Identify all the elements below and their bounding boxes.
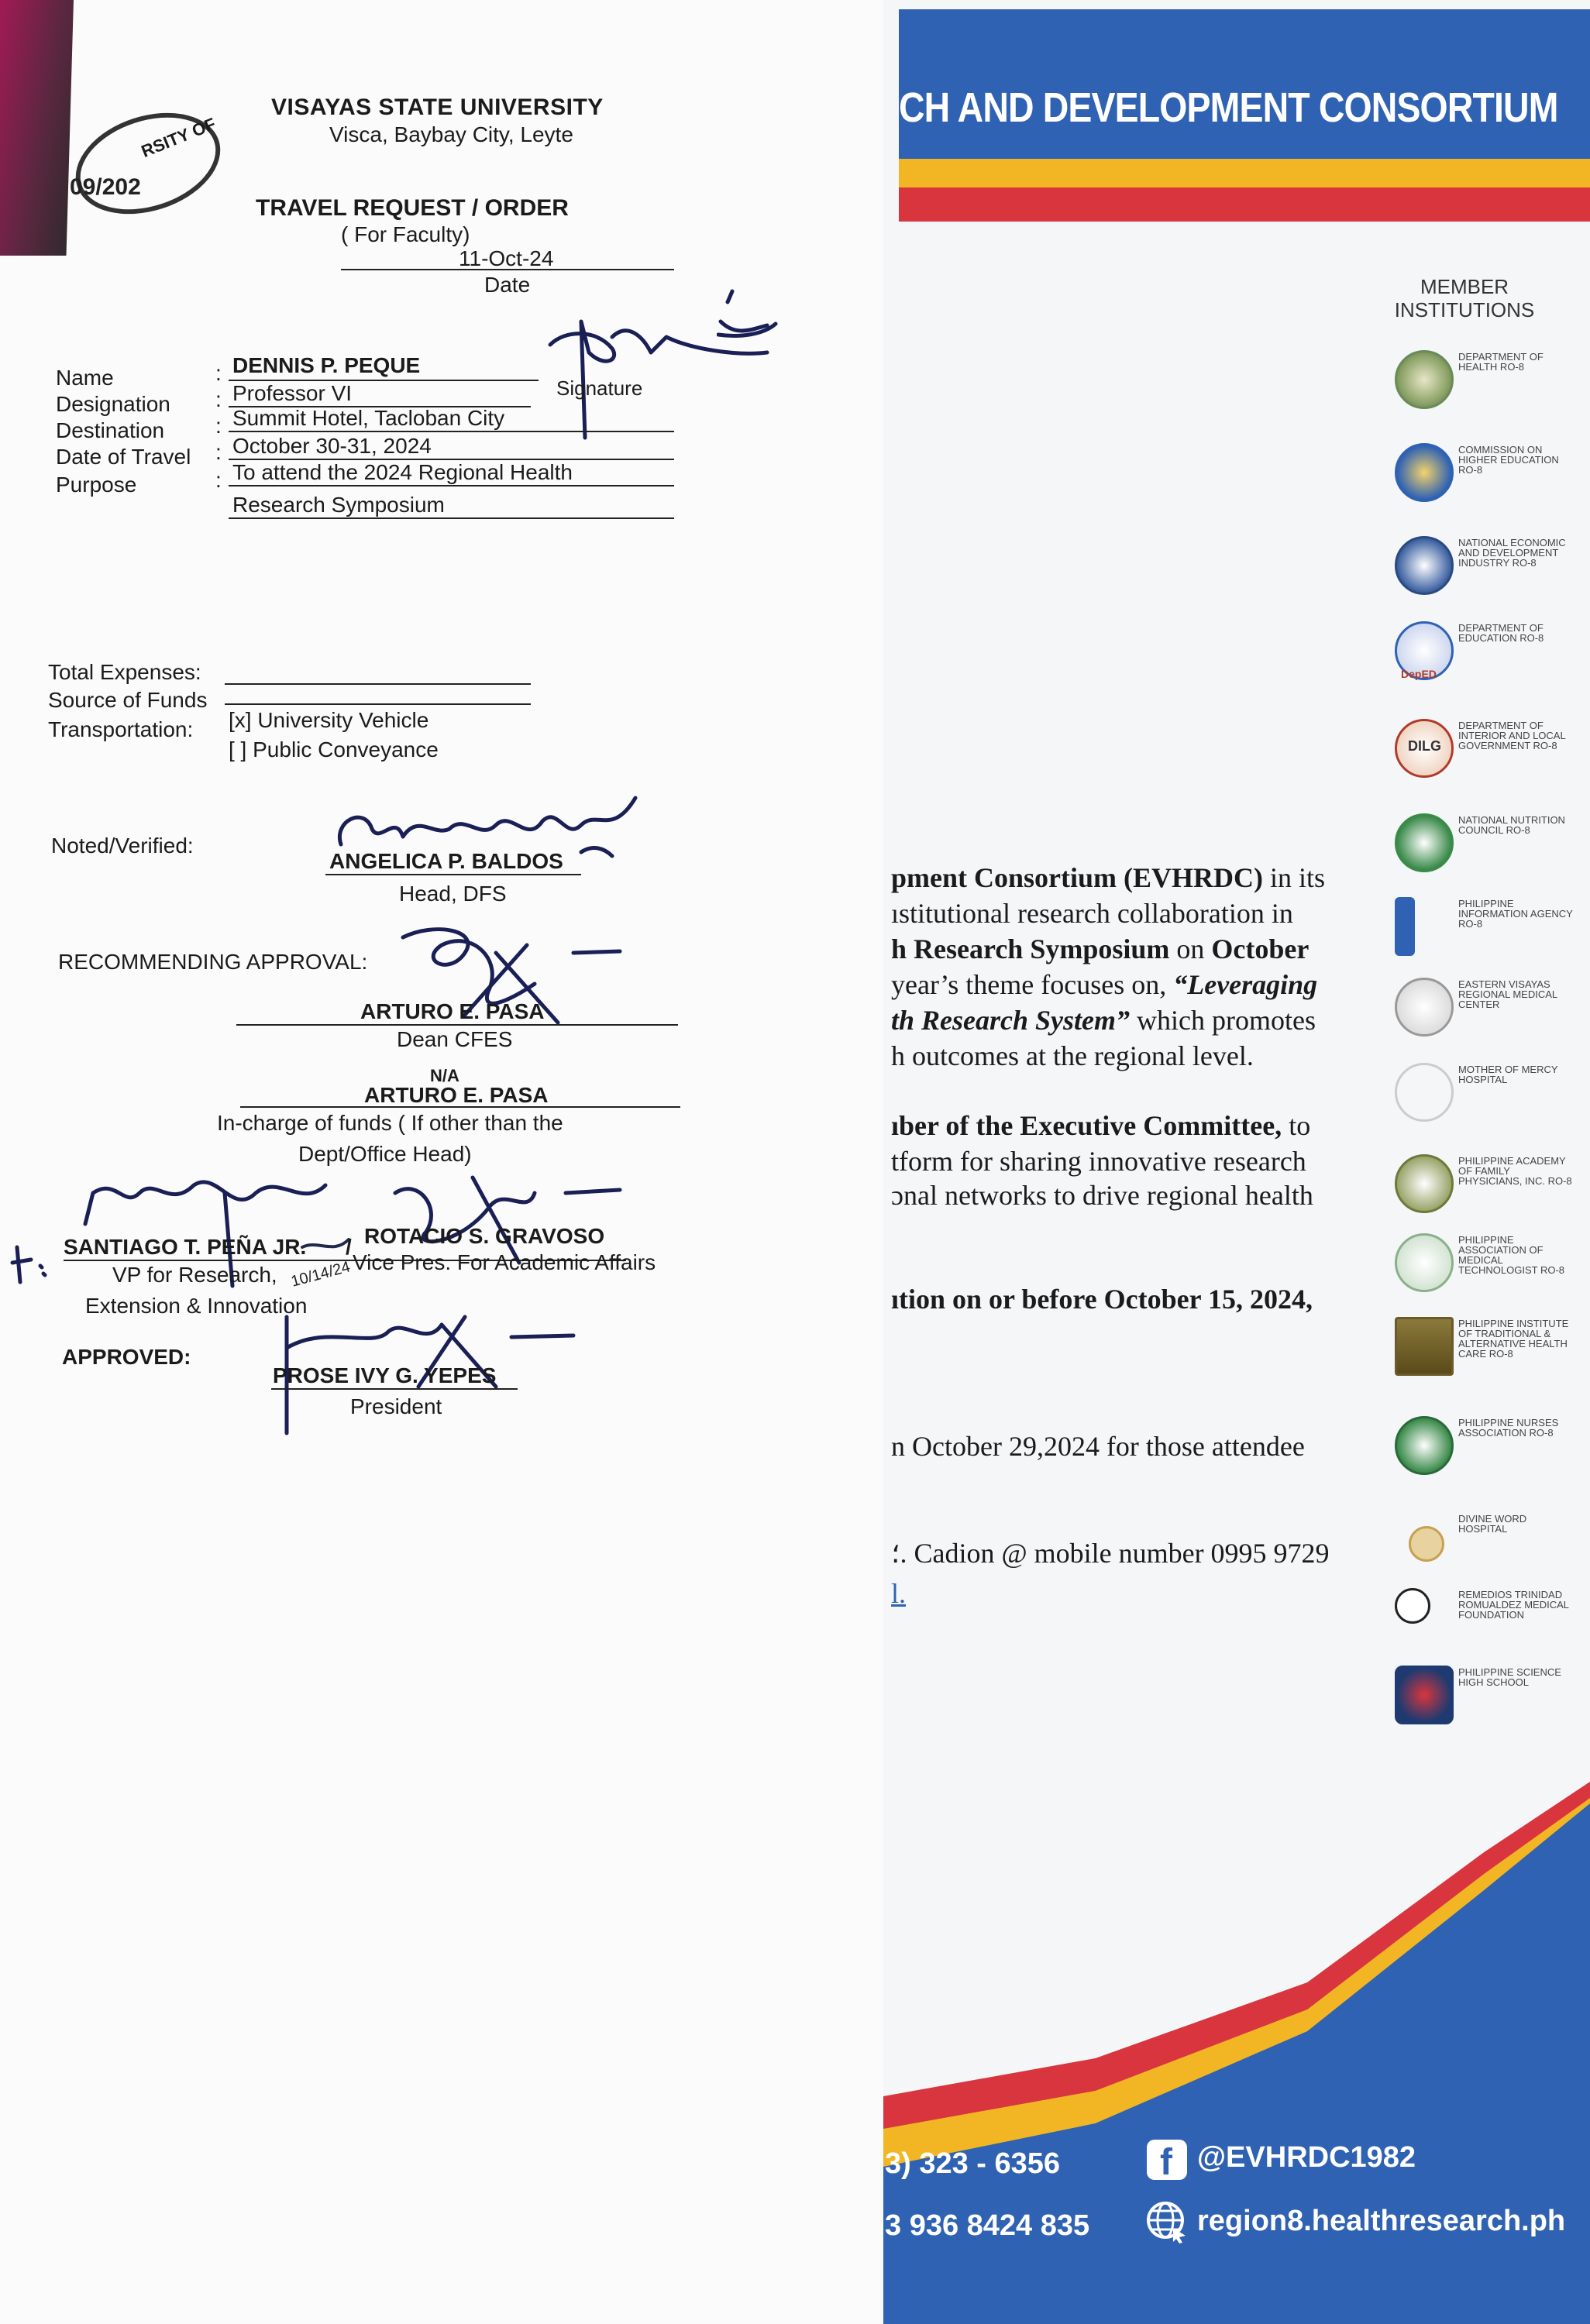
vp-research-name: SANTIAGO T. PEÑA JR. [64,1235,307,1259]
ched-logo-icon [1395,443,1454,502]
signature-label: Signature [556,376,643,400]
phone-number-2: 3 936 8424 835 [885,2209,1090,2242]
vp-academic-name: ROTACIO S. GRAVOSO [364,1224,605,1248]
institution-item: PHILIPPINE INFORMATION AGENCY RO-8 [1395,889,1588,967]
nnc-logo-icon [1395,813,1454,872]
institution-item: PHILIPPINE ASSOCIATION OF MEDICAL TECHNOLOGIST RO-8 [1395,1226,1588,1303]
institution-item: DEPARTMENT OF HEALTH RO-8 [1395,342,1588,420]
institution-item: MOTHER OF MERCY HOSPITAL [1395,1055,1588,1133]
header-stripe-red [899,187,1590,222]
evrmc-logo-icon [1395,978,1454,1037]
body-line: ıstitutional research collaboration in [891,898,1293,929]
pafp-logo-icon [1395,1154,1454,1213]
institution-item: PHILIPPINE NURSES ASSOCIATION RO-8 [1395,1408,1588,1486]
body-line: h Research Symposium on October [891,933,1310,964]
colon: : [215,361,222,385]
pitahc-logo-icon [1395,1317,1454,1376]
name-value: DENNIS P. PEQUE [232,353,421,377]
institution-item: EASTERN VISAYAS REGIONAL MEDICAL CENTER [1395,970,1588,1047]
body-line: ıtion on or before October 15, 2024, [891,1284,1313,1315]
funds-title-line-1: In-charge of funds ( If other than the [217,1111,563,1135]
institution-item: DILG DEPARTMENT OF INTERIOR AND LOCAL GOVERNMENT RO-8 [1395,711,1588,789]
website-url[interactable]: region8.healthresearch.ph [1197,2205,1566,2237]
transport-university-vehicle: [x] University Vehicle [229,708,429,732]
form-date-label: Date [484,273,531,297]
globe-icon [1145,2200,1189,2243]
president-name: PROSE IVY G. YEPES [273,1363,497,1387]
institution-item: PHILIPPINE ACADEMY OF FAMILY PHYSICIANS, INC. RO-8 [1395,1147,1588,1224]
source-of-funds-label: Source of Funds [48,688,208,712]
form-title: TRAVEL REQUEST / ORDER [256,195,569,221]
institution-item: PHILIPPINE SCIENCE HIGH SCHOOL [1395,1658,1588,1735]
dilg-wordmark: DILG [1408,738,1441,754]
destination-label: Destination [56,418,165,442]
mother-of-mercy-logo-icon [1395,1063,1454,1122]
noted-verified-label: Noted/Verified: [51,834,194,858]
date-underline [341,269,674,270]
pshs-logo-icon [1395,1666,1454,1724]
colon: : [215,414,222,438]
body-link[interactable]: l. [891,1578,907,1609]
purpose-value-line-2: Research Symposium [232,493,445,517]
divine-word-logo-icon [1409,1526,1444,1562]
institution-item: PHILIPPINE INSTITUTE OF TRADITIONAL & ALTERNATIVE HEALTH CARE RO-8 [1395,1309,1588,1387]
neda-logo-icon [1395,536,1454,595]
phone-number-1: 3) 323 - 6356 [885,2147,1061,2180]
institution-item: DIVINE WORD HOSPITAL [1395,1504,1588,1582]
margin-mark [9,1239,56,1286]
na-mark: N/A [430,1066,459,1085]
recommending-name: ARTURO E. PASA [360,999,545,1023]
transportation-label: Transportation: [48,717,194,741]
dilg-logo-icon [1395,719,1454,778]
folded-corner [0,0,74,256]
colon: : [215,468,222,492]
form-subtitle: ( For Faculty) [341,222,470,246]
recommending-line [236,1024,678,1026]
rtr-logo-icon [1395,1588,1430,1624]
doh-logo-icon [1395,350,1454,409]
seal-text: RSITY OF [138,114,219,162]
pamet-logo-icon [1395,1233,1454,1292]
recommending-title: Dean CFES [397,1027,513,1051]
header-stripe-yellow [899,159,1590,190]
received-stamp-date: 09/202 [70,174,141,200]
body-line: th Research System” which promotes [891,1005,1316,1036]
date-of-travel-label: Date of Travel [56,445,191,469]
transport-public-conveyance: [ ] Public Conveyance [229,737,439,761]
vp-name-separator: / [346,1235,352,1259]
colon: : [215,387,222,411]
destination-value: Summit Hotel, Tacloban City [232,406,505,430]
purpose-value-line-1: To attend the 2024 Regional Health [232,460,573,484]
pna-logo-icon [1395,1416,1454,1475]
recommending-approval-label: RECOMMENDING APPROVAL: [58,950,368,974]
university-address: Visca, Baybay City, Leyte [329,122,573,146]
vp-research-title-line-2: Extension & Innovation [85,1294,308,1318]
body-line: pment Consortium (EVHRDC) in its [891,862,1326,893]
purpose-line-1 [229,485,674,486]
body-line: ıber of the Executive Committee, to [891,1110,1311,1141]
designation-value: Professor VI [232,381,353,405]
vp-research-title-line-1: VP for Research, [112,1263,277,1287]
consortium-header-title: CH AND DEVELOPMENT CONSORTIUM [899,84,1558,131]
date-of-travel-value: October 30-31, 2024 [232,434,432,458]
margin-pen-mark [717,287,779,349]
consortium-brochure-page [883,0,1590,2324]
destination-line [229,431,674,432]
deped-wordmark: DepED [1401,668,1437,680]
institution-item: NATIONAL ECONOMIC AND DEVELOPMENT INDUSTRY RO-8 [1395,528,1588,606]
body-line: n October 29,2024 for those attendee [891,1431,1305,1462]
institution-item: NATIONAL NUTRITION COUNCIL RO-8 [1395,806,1588,883]
noted-name: ANGELICA P. BALDOS [329,849,563,873]
form-date-value: 11-Oct-24 [459,246,554,270]
member-heading-line-2: INSTITUTIONS [1394,298,1535,321]
funds-title-line-2: Dept/Office Head) [298,1142,472,1166]
total-expenses-label: Total Expenses: [48,660,201,684]
purpose-line-2 [229,517,674,519]
facebook-handle[interactable]: @EVHRDC1982 [1197,2141,1416,2174]
member-heading-line-1: MEMBER [1420,275,1509,298]
total-expenses-line [225,683,531,685]
pia-logo-icon [1395,897,1415,956]
approved-label: APPROVED: [62,1345,191,1369]
purpose-label: Purpose [56,473,137,497]
facebook-icon: f [1147,2140,1187,2180]
handwritten-date: 10/14/24 [289,1258,353,1291]
body-line: ɔnal networks to drive regional health [891,1180,1313,1211]
source-of-funds-line [225,703,531,705]
body-line: year’s theme focuses on, “Leveraging [891,969,1318,1000]
noted-line [325,874,581,875]
president-line [271,1388,518,1390]
president-title: President [350,1394,442,1418]
body-line: tform for sharing innovative research [891,1146,1306,1177]
noted-title: Head, DFS [399,882,507,906]
colon: : [215,440,222,464]
name-label: Name [56,366,114,390]
funds-line [240,1106,680,1108]
institution-item: REMEDIOS TRINIDAD ROMUALDEZ MEDICAL FOUNDATION [1395,1580,1588,1658]
body-line: h outcomes at the regional level. [891,1040,1254,1071]
funds-incharge-name: ARTURO E. PASA [364,1083,549,1107]
body-line: ؛. Cadion @ mobile number 0995 9729 [891,1538,1330,1569]
member-institutions-heading [1379,275,1550,321]
institution-item: COMMISSION ON HIGHER EDUCATION RO-8 [1395,435,1588,513]
institution-item: DEPARTMENT OF EDUCATION RO-8 [1395,614,1588,691]
vp-academic-title: Vice Pres. For Academic Affairs [353,1250,656,1274]
university-name: VISAYAS STATE UNIVERSITY [271,95,604,120]
designation-label: Designation [56,392,170,416]
